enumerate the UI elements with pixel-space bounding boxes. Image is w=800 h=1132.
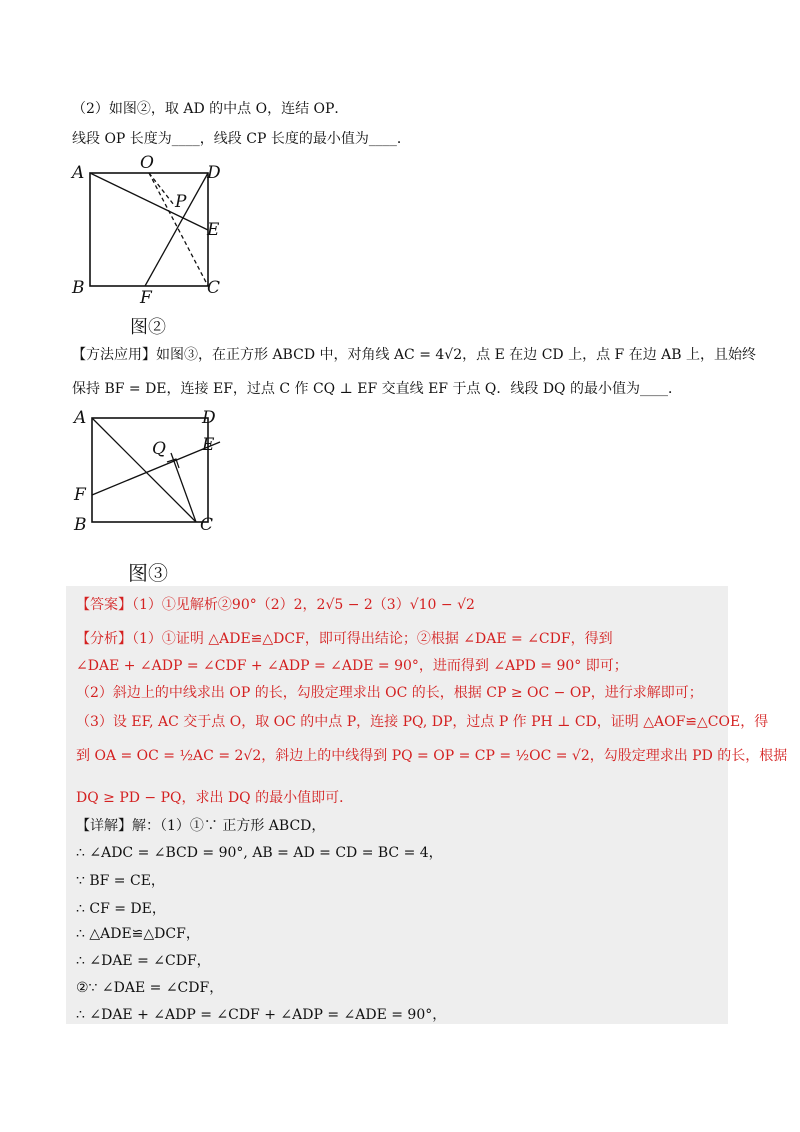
- label-o: O: [140, 155, 154, 173]
- detail-line-5: ∴ △ADE≌△DCF，: [76, 926, 200, 942]
- segment-cq: [171, 453, 196, 522]
- label-d: D: [207, 163, 221, 183]
- label-p: P: [175, 192, 187, 212]
- figure-3-caption: 图③: [128, 561, 168, 585]
- analysis-line-1: 【分析】（1）①证明 △ADE≌△DCF，即可得出结论；②根据 ∠DAE = ∠CDF，得到: [76, 631, 613, 647]
- figure-2: [70, 155, 230, 305]
- segment-op-dashed: [149, 173, 174, 205]
- label-c3: C: [200, 515, 214, 535]
- label-f: F: [140, 288, 152, 305]
- detail-line-8: ∴ ∠DAE + ∠ADP = ∠CDF + ∠ADP = ∠ADE = 90°，: [76, 1007, 447, 1023]
- detail-line-6: ∴ ∠DAE = ∠CDF，: [76, 953, 211, 969]
- label-e: E: [207, 220, 220, 240]
- answer-line: 【答案】（1）①见解析②90°（2）2，2√5 − 2（3）√10 − √2: [76, 597, 475, 613]
- figure-2-caption: 图②: [130, 317, 166, 338]
- question2-line2: 线段 OP 长度为____，线段 CP 长度的最小值为____．: [72, 131, 411, 147]
- question2-line1: （2）如图②，取 AD 的中点 O，连结 OP．: [72, 101, 349, 117]
- detail-line-4: ∴ CF = DE，: [76, 901, 166, 917]
- analysis-line-5: 到 OA = OC = ½AC = 2√2，斜边上的中线得到 PQ = OP = CP = ½OC = √2，勾股定理求出 PD 的长，根据: [76, 748, 788, 764]
- method-line1: 【方法应用】如图③，在正方形 ABCD 中，对角线 AC = 4√2，点 E 在边 CD 上，点 F 在边 AB 上，且始终: [72, 347, 757, 363]
- detail-line-7: ②∵ ∠DAE = ∠CDF，: [76, 980, 224, 996]
- label-a3: A: [74, 408, 87, 428]
- label-b3: B: [74, 515, 87, 535]
- segment-ae: [90, 173, 208, 230]
- analysis-line-4: （3）设 EF, AC 交于点 O，取 OC 的中点 P，连接 PQ, DP，过点 P 作 PH ⊥ CD，证明 △AOF≌△COE，得: [76, 714, 769, 730]
- analysis-line-6: DQ ≥ PD − PQ，求出 DQ 的最小值即可．: [76, 790, 354, 806]
- label-b: B: [72, 278, 85, 298]
- diagonal-ac: [92, 418, 196, 522]
- method-line2: 保持 BF = DE，连接 EF，过点 C 作 CQ ⊥ EF 交直线 EF 于点 Q．线段 DQ 的最小值为____．: [72, 381, 682, 397]
- square-abcd: [90, 173, 208, 286]
- label-d3: D: [202, 408, 216, 428]
- detail-line-1: 【详解】解：（1）①∵ 正方形 ABCD，: [76, 818, 326, 834]
- detail-line-2: ∴ ∠ADC = ∠BCD = 90°, AB = AD = CD = BC = 4，: [76, 845, 443, 861]
- analysis-line-2: ∠DAE + ∠ADP = ∠CDF + ∠ADP = ∠ADE = 90°，进而得到 ∠APD = 90° 即可；: [76, 658, 628, 674]
- label-e3: E: [202, 435, 215, 455]
- label-f3: F: [74, 485, 86, 505]
- detail-line-3: ∵ BF = CE，: [76, 873, 165, 889]
- label-a: A: [72, 163, 85, 183]
- label-q3: Q: [152, 439, 166, 459]
- figure-3: [70, 402, 230, 542]
- label-c: C: [207, 278, 221, 298]
- analysis-line-3: （2）斜边上的中线求出 OP 的长，勾股定理求出 OC 的长，根据 CP ≥ OC − OP，进行求解即可；: [76, 685, 703, 701]
